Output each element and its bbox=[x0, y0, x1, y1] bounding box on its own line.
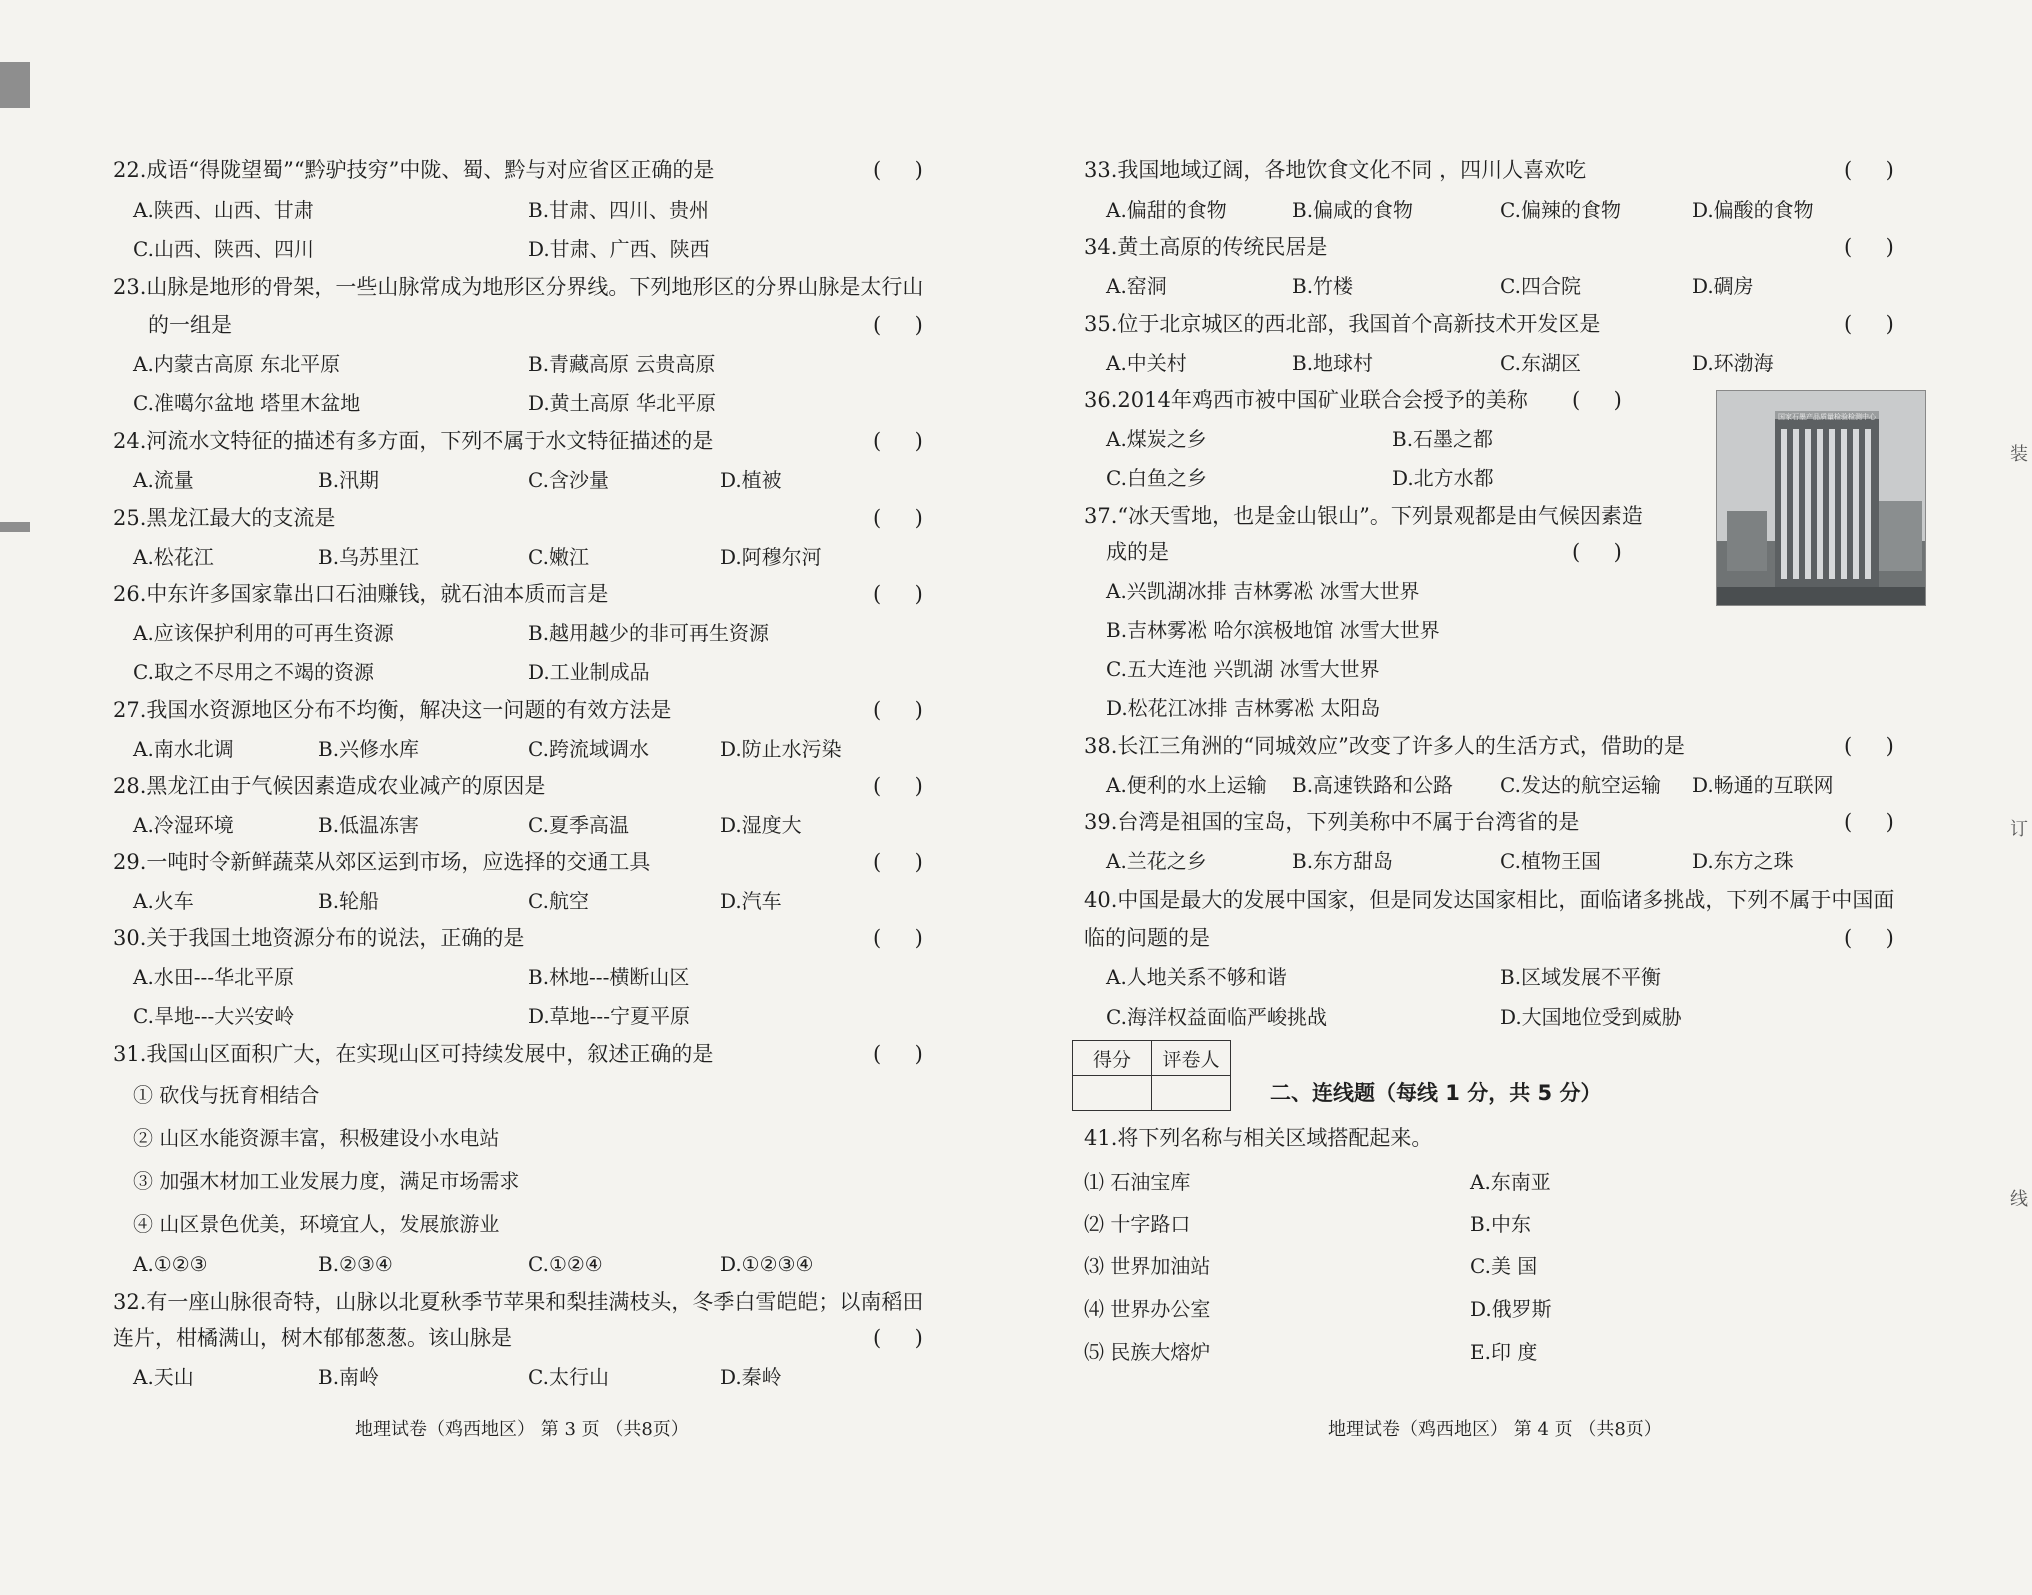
question-36: 36.2014年鸡西市被中国矿业联合会授予的美称 bbox=[1084, 388, 1528, 412]
answer-blank[interactable]: ( ) bbox=[1844, 926, 1894, 950]
match-right-item[interactable]: C.美 国 bbox=[1470, 1254, 1538, 1278]
option[interactable]: A.兴凯湖冰排 吉林雾凇 冰雪大世界 bbox=[1106, 579, 1420, 603]
score-table bbox=[1072, 1040, 1231, 1111]
option[interactable]: C.嫩江 bbox=[528, 545, 589, 569]
option[interactable]: C.四合院 bbox=[1500, 274, 1581, 298]
option[interactable]: D.植被 bbox=[720, 468, 782, 492]
option[interactable]: B.吉林雾凇 哈尔滨极地馆 冰雪大世界 bbox=[1106, 618, 1440, 642]
option[interactable]: C.跨流域调水 bbox=[528, 737, 649, 761]
question-33: 33.我国地域辽阔，各地饮食文化不同 ，四川人喜欢吃 bbox=[1084, 158, 1587, 182]
question-27: 27.我国水资源地区分布不均衡，解决这一问题的有效方法是 bbox=[113, 698, 672, 722]
option[interactable]: D.偏酸的食物 bbox=[1692, 198, 1814, 222]
question-23-cont: 的一组是 bbox=[148, 313, 232, 337]
option[interactable]: C.含沙量 bbox=[528, 468, 609, 492]
question-30: 30.关于我国土地资源分布的说法，正确的是 bbox=[113, 926, 525, 950]
option[interactable]: A.南水北调 bbox=[133, 737, 234, 761]
question-31: 31.我国山区面积广大，在实现山区可持续发展中，叙述正确的是 bbox=[113, 1042, 714, 1066]
question-28: 28.黑龙江由于气候因素造成农业减产的原因是 bbox=[113, 774, 546, 798]
match-right-item[interactable]: D.俄罗斯 bbox=[1470, 1297, 1552, 1321]
option[interactable]: D.甘肃、广西、陕西 bbox=[528, 237, 710, 261]
option[interactable]: D.东方之珠 bbox=[1692, 849, 1794, 873]
option[interactable]: C.旱地---大兴安岭 bbox=[133, 1004, 295, 1028]
option[interactable]: D.环渤海 bbox=[1692, 351, 1774, 375]
option[interactable]: A.冷湿环境 bbox=[133, 813, 234, 837]
answer-blank[interactable]: ( ) bbox=[1844, 158, 1894, 182]
option[interactable]: C.白鱼之乡 bbox=[1106, 466, 1207, 490]
option[interactable]: C.东湖区 bbox=[1500, 351, 1581, 375]
option[interactable]: A.中关村 bbox=[1106, 351, 1187, 375]
question-41: 41.将下列名称与相关区域搭配起来。 bbox=[1084, 1126, 1433, 1150]
option[interactable]: B.越用越少的非可再生资源 bbox=[528, 621, 770, 645]
option[interactable]: B.甘肃、四川、贵州 bbox=[528, 198, 710, 222]
option[interactable]: B.竹楼 bbox=[1292, 274, 1354, 298]
question-38: 38.长江三角洲的“同城效应”改变了许多人的生活方式，借助的是 bbox=[1084, 734, 1685, 758]
building-photo bbox=[1716, 390, 1926, 606]
grader-header: 评卷人 bbox=[1152, 1041, 1231, 1076]
answer-blank[interactable]: ( ) bbox=[1844, 312, 1894, 336]
answer-blank[interactable]: ( ) bbox=[1844, 734, 1894, 758]
option[interactable]: C.发达的航空运输 bbox=[1500, 773, 1661, 797]
option[interactable]: D.大国地位受到威胁 bbox=[1500, 1005, 1682, 1029]
question-40-cont: 临的问题的是 bbox=[1084, 926, 1210, 950]
answer-blank[interactable]: ( ) bbox=[873, 313, 923, 337]
answer-blank[interactable]: ( ) bbox=[873, 774, 923, 798]
option[interactable]: D.湿度大 bbox=[720, 813, 802, 837]
answer-blank[interactable]: ( ) bbox=[873, 1326, 923, 1350]
option[interactable]: A.水田---华北平原 bbox=[133, 965, 295, 989]
option[interactable]: D.工业制成品 bbox=[528, 660, 650, 684]
page-footer: 地理试卷（鸡西地区） 第 3 页 （共8页） bbox=[355, 1419, 689, 1440]
match-left-item[interactable]: ⑴ 石油宝库 bbox=[1084, 1170, 1191, 1194]
match-right-item[interactable]: B.中东 bbox=[1470, 1212, 1532, 1236]
match-right-item[interactable]: E.印 度 bbox=[1470, 1340, 1538, 1364]
binding-mark: 订 bbox=[2010, 819, 2028, 840]
statement-item: ③ 加强木材加工业发展力度，满足市场需求 bbox=[133, 1169, 520, 1193]
option[interactable]: B.区域发展不平衡 bbox=[1500, 965, 1662, 989]
option[interactable]: B.兴修水库 bbox=[318, 737, 420, 761]
answer-blank[interactable]: ( ) bbox=[873, 926, 923, 950]
answer-blank[interactable]: ( ) bbox=[873, 850, 923, 874]
section-2-title: 二、连线题（每线 1 分，共 5 分） bbox=[1270, 1081, 1602, 1105]
option[interactable]: D.松花江冰排 吉林雾凇 太阳岛 bbox=[1106, 696, 1381, 720]
option[interactable]: C.取之不尽用之不竭的资源 bbox=[133, 660, 374, 684]
answer-blank[interactable]: ( ) bbox=[1572, 540, 1622, 564]
question-40: 40.中国是最大的发展中国家，但是同发达国家相比，面临诸多挑战，下列不属于中国面 bbox=[1084, 888, 1895, 912]
option[interactable]: A.内蒙古高原 东北平原 bbox=[133, 352, 341, 376]
answer-blank[interactable]: ( ) bbox=[1844, 235, 1894, 259]
answer-blank[interactable]: ( ) bbox=[873, 582, 923, 606]
option[interactable]: D.阿穆尔河 bbox=[720, 545, 822, 569]
option[interactable]: C.山西、陕西、四川 bbox=[133, 237, 314, 261]
option[interactable]: B.青藏高原 云贵高原 bbox=[528, 352, 716, 376]
option[interactable]: A.松花江 bbox=[133, 545, 214, 569]
option[interactable]: C.夏季高温 bbox=[528, 813, 629, 837]
option[interactable]: D.畅通的互联网 bbox=[1692, 773, 1834, 797]
page-footer: 地理试卷（鸡西地区） 第 4 页 （共8页） bbox=[1328, 1419, 1662, 1440]
option[interactable]: C.五大连池 兴凯湖 冰雪大世界 bbox=[1106, 657, 1380, 681]
option[interactable]: C.太行山 bbox=[528, 1365, 609, 1389]
binding-mark: 线 bbox=[2010, 1189, 2028, 1210]
option[interactable]: A.人地关系不够和谐 bbox=[1106, 965, 1287, 989]
option[interactable]: B.林地---横断山区 bbox=[528, 965, 690, 989]
option[interactable]: C.航空 bbox=[528, 889, 589, 913]
match-left-item[interactable]: ⑵ 十字路口 bbox=[1084, 1212, 1191, 1236]
option[interactable]: A.火车 bbox=[133, 889, 194, 913]
option[interactable]: C.植物王国 bbox=[1500, 849, 1601, 873]
option[interactable]: D.北方水都 bbox=[1392, 466, 1494, 490]
option[interactable]: D.①②③④ bbox=[720, 1252, 814, 1276]
question-32: 32.有一座山脉很奇特，山脉以北夏秋季节苹果和梨挂满枝头，冬季白雪皑皑；以南稻田 bbox=[113, 1290, 924, 1314]
score-cell[interactable] bbox=[1073, 1076, 1152, 1111]
option[interactable]: B.南岭 bbox=[318, 1365, 380, 1389]
option[interactable]: D.汽车 bbox=[720, 889, 782, 913]
option[interactable]: A.煤炭之乡 bbox=[1106, 427, 1207, 451]
option[interactable]: A.便利的水上运输 bbox=[1106, 773, 1267, 797]
option[interactable]: B.汛期 bbox=[318, 468, 380, 492]
statement-item: ① 砍伐与抚育相结合 bbox=[133, 1083, 320, 1107]
question-25: 25.黑龙江最大的支流是 bbox=[113, 506, 336, 530]
option[interactable]: D.草地---宁夏平原 bbox=[528, 1004, 690, 1028]
question-35: 35.位于北京城区的西北部，我国首个高新技术开发区是 bbox=[1084, 312, 1601, 336]
match-right-item[interactable]: A.东南亚 bbox=[1470, 1170, 1551, 1194]
option[interactable]: A.流量 bbox=[133, 468, 194, 492]
grader-cell[interactable] bbox=[1152, 1076, 1231, 1111]
match-left-item[interactable]: ⑸ 民族大熔炉 bbox=[1084, 1340, 1211, 1364]
answer-blank[interactable]: ( ) bbox=[1844, 810, 1894, 834]
option[interactable]: D.碉房 bbox=[1692, 274, 1754, 298]
option[interactable]: B.高速铁路和公路 bbox=[1292, 773, 1454, 797]
option[interactable]: D.秦岭 bbox=[720, 1365, 782, 1389]
option[interactable]: B.低温冻害 bbox=[318, 813, 420, 837]
question-22: 22.成语“得陇望蜀”“黔驴技穷”中陇、蜀、黔与对应省区正确的是 bbox=[113, 158, 715, 182]
option[interactable]: D.黄土高原 华北平原 bbox=[528, 391, 717, 415]
option[interactable]: B.轮船 bbox=[318, 889, 380, 913]
option[interactable]: A.应该保护利用的可再生资源 bbox=[133, 621, 394, 645]
score-header: 得分 bbox=[1073, 1041, 1152, 1076]
option[interactable]: B.石墨之都 bbox=[1392, 427, 1494, 451]
binding-mark: 装 bbox=[2010, 444, 2028, 465]
answer-blank[interactable]: ( ) bbox=[873, 158, 923, 182]
match-left-item[interactable]: ⑶ 世界加油站 bbox=[1084, 1254, 1211, 1278]
option[interactable]: B.乌苏里江 bbox=[318, 545, 420, 569]
answer-blank[interactable]: ( ) bbox=[873, 698, 923, 722]
answer-blank[interactable]: ( ) bbox=[873, 1042, 923, 1066]
question-39: 39.台湾是祖国的宝岛，下列美称中不属于台湾省的是 bbox=[1084, 810, 1580, 834]
answer-blank[interactable]: ( ) bbox=[873, 429, 923, 453]
answer-blank[interactable]: ( ) bbox=[1572, 388, 1622, 412]
option[interactable]: B.地球村 bbox=[1292, 351, 1374, 375]
option[interactable]: C.①②④ bbox=[528, 1252, 603, 1276]
option[interactable]: A.窑洞 bbox=[1106, 274, 1167, 298]
option[interactable]: A.①②③ bbox=[133, 1252, 208, 1276]
question-23: 23.山脉是地形的骨架，一些山脉常成为地形区分界线。下列地形区的分界山脉是太行山 bbox=[113, 275, 924, 299]
option[interactable]: B.②③④ bbox=[318, 1252, 393, 1276]
option[interactable]: A.偏甜的食物 bbox=[1106, 198, 1227, 222]
option[interactable]: D.防止水污染 bbox=[720, 737, 842, 761]
option[interactable]: C.海洋权益面临严峻挑战 bbox=[1106, 1005, 1327, 1029]
building-illustration bbox=[1717, 391, 1925, 605]
match-left-item[interactable]: ⑷ 世界办公室 bbox=[1084, 1297, 1211, 1321]
statement-item: ② 山区水能资源丰富，积极建设小水电站 bbox=[133, 1126, 500, 1150]
question-24: 24.河流水文特征的描述有多方面，下列不属于水文特征描述的是 bbox=[113, 429, 714, 453]
question-37-cont: 成的是 bbox=[1106, 540, 1169, 564]
question-37: 37.“冰天雪地，也是金山银山”。下列景观都是由气候因素造 bbox=[1084, 504, 1643, 528]
answer-blank[interactable]: ( ) bbox=[873, 506, 923, 530]
option[interactable]: A.陕西、山西、甘肃 bbox=[133, 198, 314, 222]
option[interactable]: A.兰花之乡 bbox=[1106, 849, 1207, 873]
option[interactable]: C.偏辣的食物 bbox=[1500, 198, 1621, 222]
question-29: 29.一吨时令新鲜蔬菜从郊区运到市场，应选择的交通工具 bbox=[113, 850, 651, 874]
question-34: 34.黄土高原的传统民居是 bbox=[1084, 235, 1328, 259]
option[interactable]: B.偏咸的食物 bbox=[1292, 198, 1414, 222]
question-26: 26.中东许多国家靠出口石油赚钱，就石油本质而言是 bbox=[113, 582, 609, 606]
statement-item: ④ 山区景色优美，环境宜人，发展旅游业 bbox=[133, 1212, 500, 1236]
building-sign: 国家石墨产品质量检验检测中心 bbox=[1778, 413, 1876, 421]
option[interactable]: C.准噶尔盆地 塔里木盆地 bbox=[133, 391, 361, 415]
option[interactable]: B.东方甜岛 bbox=[1292, 849, 1394, 873]
option[interactable]: A.天山 bbox=[133, 1365, 194, 1389]
question-32-cont: 连片，柑橘满山，树木郁郁葱葱。该山脉是 bbox=[113, 1326, 512, 1350]
